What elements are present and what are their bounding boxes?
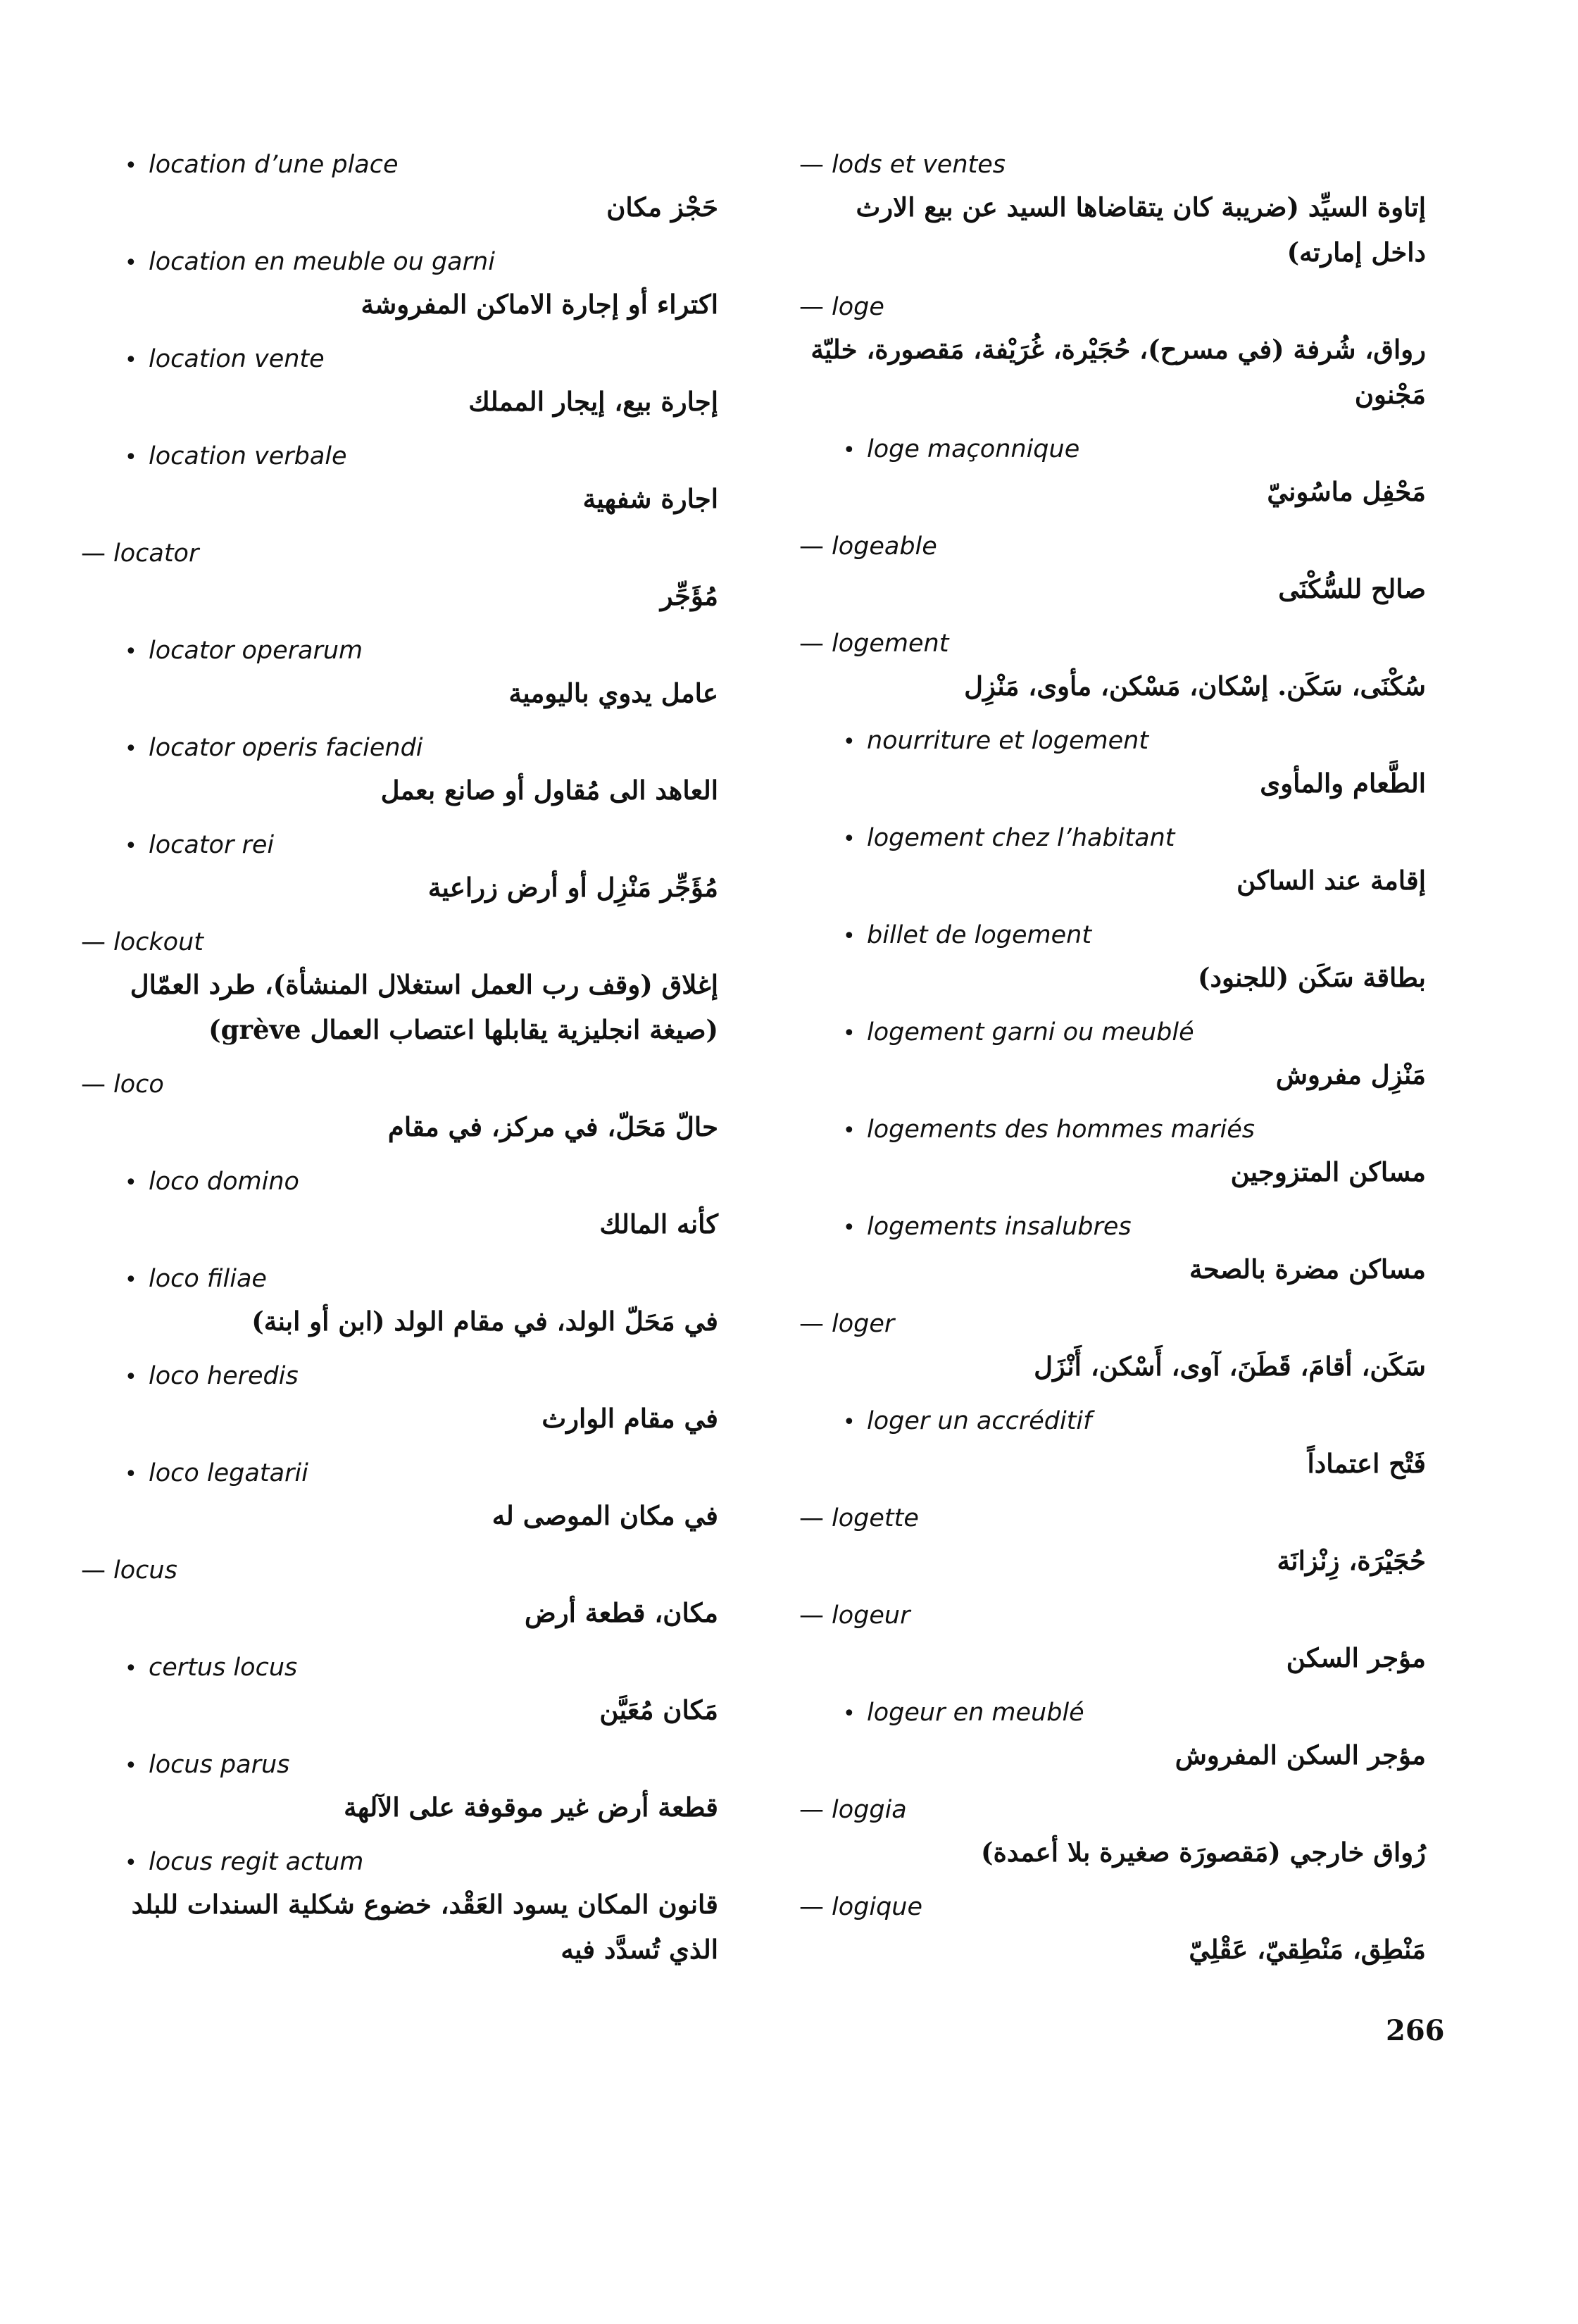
term-text: loco legatarii — [149, 1459, 308, 1487]
term-text: locator rei — [149, 831, 275, 859]
arabic-translation: حَجْز مكان — [606, 192, 718, 223]
term-text: loco filiae — [149, 1265, 267, 1293]
dash-mark: — — [799, 293, 824, 321]
dictionary-entry — [799, 1016, 1426, 1097]
subentry-term — [799, 1696, 1426, 1730]
arabic-translation: في مكان الموصى له — [491, 1500, 718, 1531]
term-text: locus — [113, 1556, 177, 1585]
term-text: loco — [113, 1070, 164, 1099]
dictionary-entry — [799, 918, 1426, 1000]
entry-headword — [799, 1501, 1426, 1535]
term-text: nourriture et logement — [867, 727, 1149, 755]
dictionary-entry — [799, 530, 1426, 611]
arabic-translation: رُواق خارجي (مَقصورَة صغيرة بلا أعمدة) — [980, 1837, 1426, 1868]
term-text: location en meuble ou garni — [149, 248, 495, 276]
arabic-translation: إتاوة السيِّد (ضريبة كان يتقاضاها السيد عن بيع الارث داخل إمارته) — [856, 192, 1426, 268]
arabic-translation: بطاقة سَكَن (للجنود) — [1198, 962, 1426, 993]
bullet-mark: • — [125, 1365, 137, 1389]
dictionary-entry — [81, 1165, 718, 1247]
dash-mark: — — [799, 1796, 824, 1824]
bullet-mark: • — [125, 154, 137, 178]
dictionary-entry — [799, 1404, 1426, 1486]
subentry-term — [799, 1404, 1426, 1438]
subentry-term — [799, 1016, 1426, 1049]
subentry-term — [799, 1113, 1426, 1147]
bullet-mark: • — [843, 924, 856, 949]
right-column — [799, 148, 1426, 1987]
arabic-translation: إغلاق (وقف رب العمل استغلال المنشأة)، طرد العمّال (صيغة انجليزية يقابلها اعتصاب العمال grève) — [130, 969, 718, 1045]
dictionary-entry — [799, 1793, 1426, 1875]
dictionary-entry — [81, 1068, 718, 1149]
left-column — [81, 148, 718, 1987]
arabic-translation: مَحْفِل ماسُونيّ — [1267, 476, 1426, 507]
bullet-mark: • — [843, 438, 856, 463]
term-text: logement chez l’habitant — [867, 824, 1175, 852]
term-text: loger un accréditif — [867, 1407, 1092, 1435]
bullet-mark: • — [125, 1754, 137, 1778]
term-text: logement — [832, 630, 949, 658]
term-text: logette — [832, 1504, 919, 1532]
bullet-mark: • — [125, 251, 137, 275]
dictionary-entry — [81, 1359, 718, 1441]
arabic-translation: مكان، قطعة أرض — [524, 1597, 718, 1628]
entry-headword — [799, 1599, 1426, 1632]
arabic-translation: اكتراء أو إجارة الاماكن المفروشة — [361, 289, 718, 320]
arabic-translation: الطَّعام والمأوى — [1260, 768, 1426, 799]
subentry-term — [81, 1748, 718, 1782]
entry-headword — [81, 925, 718, 959]
dictionary-entry — [81, 1651, 718, 1732]
bullet-mark: • — [843, 1410, 856, 1435]
dictionary-entry — [81, 148, 718, 230]
dictionary-entry — [81, 1456, 718, 1538]
arabic-translation: مؤجر السكن المفروش — [1175, 1739, 1426, 1770]
bullet-mark: • — [125, 1656, 137, 1681]
term-text: billet de logement — [867, 921, 1092, 949]
arabic-translation: اجارة شفهية — [582, 483, 718, 514]
dash-mark: — — [799, 1504, 824, 1532]
dictionary-entry — [81, 1554, 718, 1635]
entry-headword — [799, 290, 1426, 324]
arabic-translation: العاهد الى مُقاول أو صانع بعمل — [380, 775, 718, 806]
subentry-term — [799, 918, 1426, 952]
term-text: locus parus — [149, 1751, 290, 1779]
dictionary-entry — [81, 537, 718, 618]
arabic-translation: مَكان مُعَيَّن — [599, 1694, 718, 1725]
term-text: locator — [113, 539, 199, 568]
dictionary-entry — [799, 627, 1426, 708]
dictionary-entry — [81, 828, 718, 910]
dash-mark: — — [799, 532, 824, 561]
arabic-translation: مُؤَجِّر — [660, 580, 718, 611]
arabic-translation: فَتْح اعتماداً — [1307, 1448, 1426, 1479]
dictionary-entry — [799, 1890, 1426, 1972]
subentry-term — [81, 245, 718, 279]
subentry-term — [81, 634, 718, 668]
bullet-mark: • — [125, 445, 137, 470]
dictionary-entry — [81, 342, 718, 424]
bullet-mark: • — [125, 1851, 137, 1875]
dictionary-entry — [81, 1262, 718, 1344]
term-text: loge maçonnique — [867, 435, 1080, 463]
entry-headword — [799, 1890, 1426, 1924]
term-text: locus regit actum — [149, 1848, 364, 1876]
arabic-translation: قانون المكان يسود العَقْد، خضوع شكلية السندات للبلد الذي تُسدَّد فيه — [131, 1889, 718, 1965]
bullet-mark: • — [125, 1268, 137, 1292]
subentry-term — [81, 1651, 718, 1685]
dictionary-entry — [799, 1696, 1426, 1778]
dash-mark: — — [81, 539, 106, 568]
term-text: loggia — [832, 1796, 907, 1824]
arabic-translation: قطعة أرض غير موقوفة على الآلهة — [344, 1792, 718, 1823]
arabic-translation: حُجَيْرَة، زِنْزانَة — [1277, 1545, 1426, 1576]
dictionary-entry — [799, 1307, 1426, 1389]
term-text: location vente — [149, 345, 325, 373]
bullet-mark: • — [125, 834, 137, 858]
term-text: location d’une place — [149, 151, 399, 179]
subentry-term — [799, 432, 1426, 466]
subentry-term — [799, 724, 1426, 758]
entry-headword — [81, 537, 718, 570]
bullet-mark: • — [125, 737, 137, 761]
subentry-term — [81, 1262, 718, 1296]
term-text: logeable — [832, 532, 937, 561]
term-text: logements des hommes mariés — [867, 1116, 1255, 1144]
term-text: loger — [832, 1310, 895, 1338]
subentry-term — [81, 1456, 718, 1490]
term-text: locator operis faciendi — [149, 734, 423, 762]
subentry-term — [799, 1210, 1426, 1244]
dictionary-entry — [799, 1501, 1426, 1583]
arabic-translation: مساكن المتزوجين — [1230, 1156, 1426, 1187]
arabic-translation: إقامة عند الساكن — [1236, 865, 1426, 896]
subentry-term — [81, 439, 718, 473]
term-text: logique — [832, 1893, 923, 1921]
entry-headword — [799, 627, 1426, 661]
arabic-translation: صالح للسُّكْنَى — [1278, 573, 1426, 604]
entry-headword — [799, 1793, 1426, 1827]
bullet-mark: • — [843, 827, 856, 851]
arabic-translation: كأنه المالك — [599, 1208, 718, 1239]
arabic-translation: مُؤَجِّر مَنْزِل أو أرض زراعية — [427, 872, 718, 903]
subentry-term — [81, 1845, 718, 1879]
subentry-term — [81, 1359, 718, 1393]
arabic-translation: مَنْزِل مفروش — [1275, 1059, 1426, 1090]
dictionary-entry — [799, 432, 1426, 514]
arabic-translation: إجارة بيع، إيجار المملك — [468, 386, 718, 417]
term-text: loge — [832, 293, 884, 321]
dash-mark: — — [799, 1893, 824, 1921]
term-text: certus locus — [149, 1654, 298, 1682]
dictionary-entry — [799, 1210, 1426, 1292]
arabic-translation: حالّ مَحَلّ، في مركز، في مقام — [387, 1111, 718, 1142]
dictionary-entry — [799, 1113, 1426, 1194]
bullet-mark: • — [843, 1701, 856, 1726]
entry-headword — [799, 530, 1426, 563]
bullet-mark: • — [125, 348, 137, 373]
page-number: 266 — [1386, 2014, 1445, 2047]
subentry-term — [81, 828, 718, 862]
entry-headword — [799, 1307, 1426, 1341]
bullet-mark: • — [843, 1021, 856, 1046]
term-text: logements insalubres — [867, 1213, 1132, 1241]
arabic-translation: سُكْنَى، سَكَن. إسْكان، مَسْكن، مأوى، مَنْزِل — [964, 670, 1426, 701]
subentry-term — [81, 148, 718, 182]
arabic-translation: في مقام الوارث — [541, 1403, 718, 1434]
dictionary-entry — [81, 1845, 718, 1972]
dictionary-entry — [799, 290, 1426, 417]
dictionary-entry — [81, 925, 718, 1052]
dictionary-entry — [81, 439, 718, 521]
dictionary-entry — [799, 148, 1426, 275]
subentry-term — [81, 342, 718, 376]
subentry-term — [81, 731, 718, 765]
dictionary-entry — [799, 724, 1426, 806]
term-text: logement garni ou meublé — [867, 1018, 1194, 1047]
entry-headword — [81, 1554, 718, 1587]
bullet-mark: • — [843, 1216, 856, 1240]
term-text: locator operarum — [149, 637, 363, 665]
arabic-translation: مساكن مضرة بالصحة — [1189, 1254, 1426, 1285]
term-text: logeur — [832, 1601, 910, 1630]
dash-mark: — — [81, 1070, 106, 1099]
dictionary-entry — [799, 1599, 1426, 1680]
bullet-mark: • — [125, 1462, 137, 1487]
dash-mark: — — [799, 1310, 824, 1338]
entry-headword — [81, 1068, 718, 1101]
dictionary-entry — [81, 634, 718, 716]
bullet-mark: • — [843, 1118, 856, 1143]
subentry-term — [81, 1165, 718, 1199]
term-text: loco domino — [149, 1168, 299, 1196]
dash-mark: — — [81, 1556, 106, 1585]
dictionary-entry — [799, 821, 1426, 903]
arabic-translation: سَكَن، أقامَ، قَطَنَ، آوى، أَسْكن، أَنْزَل — [1034, 1351, 1426, 1382]
term-text: location verbale — [149, 442, 347, 470]
term-text: lods et ventes — [832, 151, 1006, 179]
dash-mark: — — [81, 928, 106, 956]
bullet-mark: • — [843, 730, 856, 754]
dash-mark: — — [799, 630, 824, 658]
bullet-mark: • — [125, 1170, 137, 1195]
entry-headword — [799, 148, 1426, 182]
arabic-translation: رواق، شُرفة (في مسرح)، حُجَيْرة، غُرَيْفة، مَقصورة، خليّة مَجْنون — [810, 334, 1426, 410]
arabic-translation: مَنْطِق، مَنْطِقيّ، عَقْلِيّ — [1189, 1934, 1426, 1965]
dictionary-entry — [81, 1748, 718, 1830]
dictionary-entry — [81, 245, 718, 327]
term-text: logeur en meublé — [867, 1699, 1084, 1727]
dictionary-entry — [81, 731, 718, 813]
dash-mark: — — [799, 151, 824, 179]
term-text: loco heredis — [149, 1362, 299, 1390]
term-text: lockout — [113, 928, 203, 956]
arabic-translation: مؤجر السكن — [1286, 1642, 1426, 1673]
bullet-mark: • — [125, 639, 137, 664]
subentry-term — [799, 821, 1426, 855]
dash-mark: — — [799, 1601, 824, 1630]
arabic-translation: في مَحَلّ الولد، في مقام الولد (ابن أو ابنة) — [251, 1306, 718, 1337]
arabic-translation: عامل يدوي باليومية — [508, 677, 718, 708]
